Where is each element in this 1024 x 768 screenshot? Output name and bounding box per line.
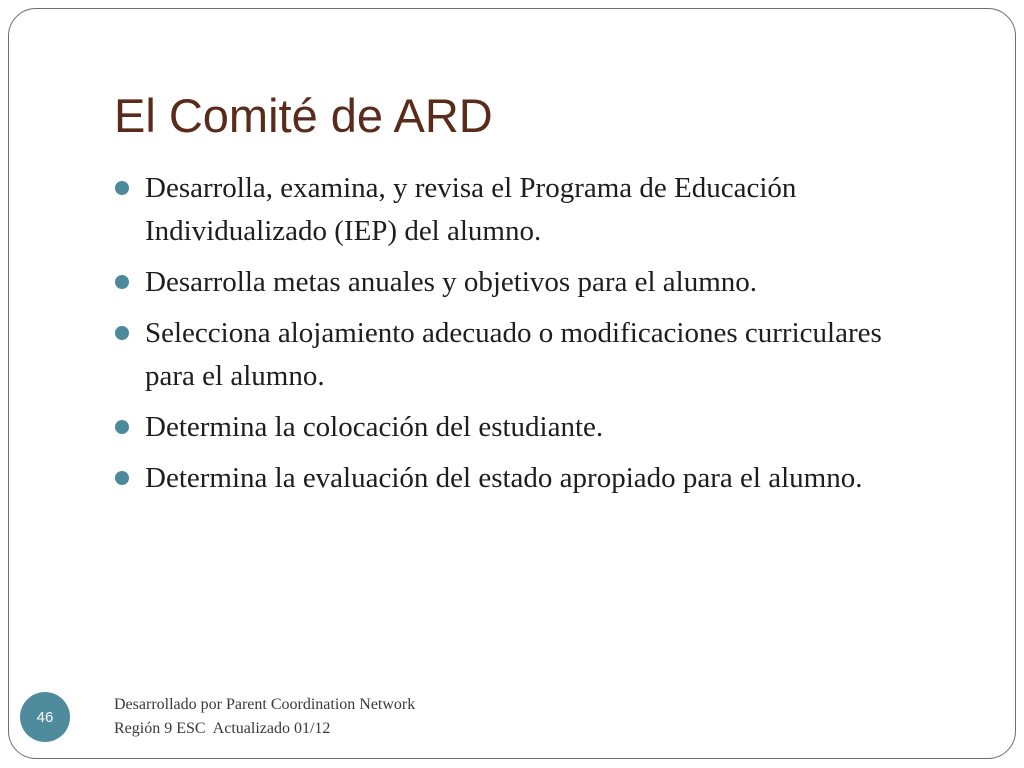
bullet-dot-icon: [115, 471, 129, 485]
bullet-item: [115, 312, 915, 398]
bullet-text: Determina la colocación del estudiante.: [145, 411, 604, 443]
bullet-text: Selecciona alojamiento adecuado o modificaciones curriculares para el alumno.: [145, 317, 882, 392]
bullet-text: Desarrolla, examina, y revisa el Programa de Educación Individualizado (IEP) del alumno.: [145, 172, 797, 247]
bullet-dot-icon: [115, 275, 129, 289]
bullet-item: [115, 406, 915, 449]
page-number-badge: [20, 692, 70, 742]
slide-title: El Comité de ARD: [114, 89, 493, 142]
page-number: 46: [36, 708, 54, 726]
bullet-text: Desarrolla metas anuales y objetivos para el alumno.: [145, 266, 758, 298]
bullet-dot-icon: [115, 326, 129, 340]
bullet-text: Determina la evaluación del estado apropiado para el alumno.: [145, 462, 863, 494]
slide-footer: [114, 693, 415, 741]
bullet-list: [115, 167, 915, 508]
bullet-dot-icon: [115, 420, 129, 434]
bullet-dot-icon: [115, 181, 129, 195]
footer-line-2: Región 9 ESC Actualizado 01/12: [114, 720, 331, 737]
footer-line-1: Desarrollado por Parent Coordination Network: [114, 696, 416, 713]
bullet-item: [115, 167, 915, 253]
bullet-item: [115, 457, 915, 500]
bullet-item: [115, 261, 915, 304]
